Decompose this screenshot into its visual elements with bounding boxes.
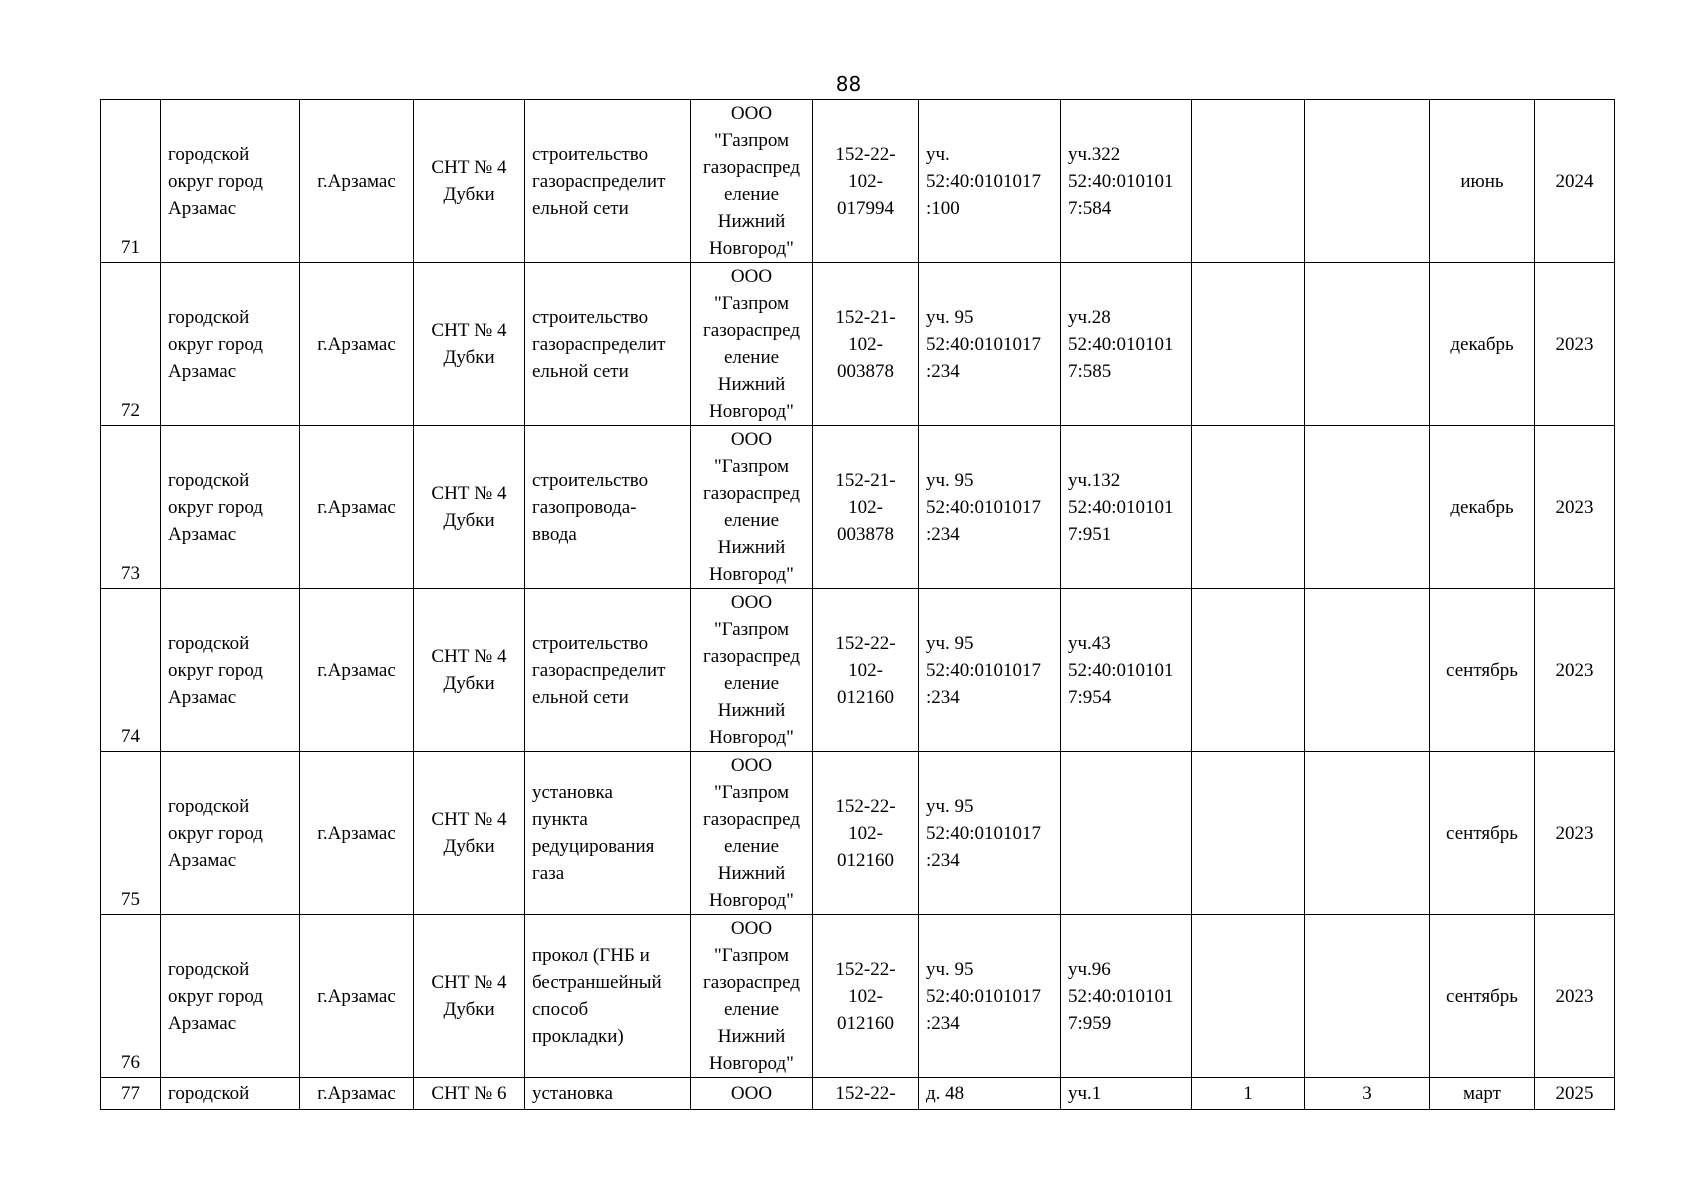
cell-text-line: СНТ № 4 xyxy=(431,157,507,178)
cell-locality xyxy=(300,752,414,915)
cell-text-line: "Газпром xyxy=(713,619,790,640)
cell-text-line: 7:584 xyxy=(1068,197,1112,219)
cell-text-line: уч.322 xyxy=(1068,143,1121,165)
cell-text-line: уч. 95 xyxy=(926,958,974,980)
cell-text-line: еление xyxy=(723,673,780,694)
cell-parcel-from xyxy=(919,100,1061,263)
table-row xyxy=(101,426,1615,589)
page-number: 88 xyxy=(835,72,862,96)
cell-site xyxy=(414,263,525,426)
cell-text-line: городской xyxy=(168,795,250,817)
cell-district xyxy=(161,915,300,1078)
cell-contract-number xyxy=(813,263,919,426)
cell-text: 2024 xyxy=(1555,170,1594,192)
table-body xyxy=(101,100,1615,1110)
cell-col10 xyxy=(1192,263,1305,426)
cell-year xyxy=(1535,589,1615,752)
cell-work-type xyxy=(525,915,691,1078)
cell-text-line: 012160 xyxy=(837,1012,894,1034)
cell-text-line: Нижний xyxy=(717,537,786,558)
cell-text-line: уч. xyxy=(926,143,950,165)
cell-text: 2023 xyxy=(1555,659,1594,681)
cell-text-line: 102- xyxy=(848,659,883,681)
cell-text-line: :234 xyxy=(926,360,960,382)
cell-text-line: ельной сети xyxy=(532,686,629,708)
cell-text-line: СНТ № 4 xyxy=(431,320,507,341)
cell-col11 xyxy=(1305,752,1430,915)
cell-text-line: 017994 xyxy=(837,197,894,219)
cell-text-line: городской xyxy=(168,469,250,491)
cell-month xyxy=(1430,263,1535,426)
cell-month xyxy=(1430,589,1535,752)
cell-month xyxy=(1430,100,1535,263)
cell-locality xyxy=(300,915,414,1078)
cell-text-line: Нижний xyxy=(717,1026,786,1047)
cell-text-line: 52:40:0101017 xyxy=(926,496,1042,518)
cell-text-line: Дубки xyxy=(443,184,495,205)
cell-parcel-from xyxy=(919,752,1061,915)
cell-work-type xyxy=(525,752,691,915)
cell-text-line: :234 xyxy=(926,849,960,871)
cell-text: 75 xyxy=(121,889,140,910)
cell-row-number xyxy=(101,589,161,752)
table-row xyxy=(101,100,1615,263)
cell-text-line: Арзамас xyxy=(168,523,237,545)
cell-organization xyxy=(691,589,813,752)
cell-text-line: еление xyxy=(723,510,780,531)
cell-text-line: д. 48 xyxy=(926,1083,965,1104)
cell-text: 74 xyxy=(121,726,140,747)
cell-text-line: еление xyxy=(723,347,780,368)
cell-col10 xyxy=(1192,589,1305,752)
cell-organization xyxy=(691,915,813,1078)
cell-text-line: Нижний xyxy=(717,700,786,721)
cell-organization xyxy=(691,263,813,426)
cell-text-line: 7:954 xyxy=(1068,686,1112,708)
cell-text-line: уч. 95 xyxy=(926,795,974,817)
cell-parcel-from xyxy=(919,589,1061,752)
cell-parcel-to xyxy=(1061,1078,1192,1110)
cell-text-line: ООО xyxy=(730,429,773,450)
cell-work-type xyxy=(525,426,691,589)
cell-year xyxy=(1535,915,1615,1078)
cell-district xyxy=(161,589,300,752)
cell-text-line: газа xyxy=(532,863,565,884)
cell-text: г.Арзамас xyxy=(317,170,396,192)
cell-text: декабрь xyxy=(1450,333,1514,355)
cell-month xyxy=(1430,915,1535,1078)
table-row xyxy=(101,263,1615,426)
cell-locality xyxy=(300,589,414,752)
cell-text-line: еление xyxy=(723,836,780,857)
cell-text-line: строительство xyxy=(532,306,649,328)
cell-text-line: Новгород" xyxy=(709,727,794,748)
cell-text: г.Арзамас xyxy=(317,333,396,355)
cell-locality xyxy=(300,263,414,426)
cell-parcel-from xyxy=(919,263,1061,426)
cell-text-line: :234 xyxy=(926,686,960,708)
cell-text-line: Дубки xyxy=(443,673,495,694)
cell-parcel-from xyxy=(919,426,1061,589)
cell-col11 xyxy=(1305,426,1430,589)
cell-text-line: уч.96 xyxy=(1068,958,1111,980)
cell-text-line: Новгород" xyxy=(709,238,794,259)
cell-site xyxy=(414,1078,525,1110)
cell-organization xyxy=(691,426,813,589)
cell-contract-number xyxy=(813,426,919,589)
cell-text-line: уч.1 xyxy=(1068,1083,1102,1104)
cell-text-line: еление xyxy=(723,184,780,205)
cell-text-line: СНТ № 4 xyxy=(431,809,507,830)
cell-text-line: 102- xyxy=(848,496,883,518)
cell-text-line: 012160 xyxy=(837,686,894,708)
cell-text-line: округ город xyxy=(168,822,263,844)
cell-site xyxy=(414,752,525,915)
cell-month xyxy=(1430,752,1535,915)
cell-text-line: Дубки xyxy=(443,347,495,368)
cell-text: 72 xyxy=(121,400,140,421)
cell-text-line: 102- xyxy=(848,985,883,1007)
cell-text-line: газораспред xyxy=(702,157,800,178)
cell-text-line: Дубки xyxy=(443,999,495,1020)
cell-work-type xyxy=(525,589,691,752)
cell-text-line: Дубки xyxy=(443,836,495,857)
cell-work-type xyxy=(525,1078,691,1110)
cell-text-line: газораспред xyxy=(702,320,800,341)
cell-text: 71 xyxy=(121,237,140,258)
cell-text-line: газораспределит xyxy=(532,659,666,681)
cell-locality xyxy=(300,100,414,263)
works-table xyxy=(100,99,1615,1110)
cell-col10 xyxy=(1192,100,1305,263)
cell-text-line: городской xyxy=(168,143,250,165)
cell-contract-number xyxy=(813,589,919,752)
cell-parcel-to xyxy=(1061,589,1192,752)
cell-site xyxy=(414,589,525,752)
cell-text-line: "Газпром xyxy=(713,782,790,803)
cell-text: 2023 xyxy=(1555,333,1594,355)
cell-text-line: 152-22- xyxy=(835,143,896,165)
cell-text-line: строительство xyxy=(532,632,649,654)
cell-text-line: 152-21- xyxy=(835,469,896,491)
cell-text-line: ООО xyxy=(730,266,773,287)
cell-text: г.Арзамас xyxy=(317,1083,396,1104)
cell-text-line: 152-22- xyxy=(835,632,896,654)
cell-text-line: 7:959 xyxy=(1068,1012,1112,1034)
cell-text-line: 152-22- xyxy=(835,795,896,817)
cell-year xyxy=(1535,752,1615,915)
cell-text-line: Нижний xyxy=(717,863,786,884)
cell-parcel-from xyxy=(919,915,1061,1078)
cell-text-line: ООО xyxy=(730,755,773,776)
cell-text: г.Арзамас xyxy=(317,659,396,681)
cell-contract-number xyxy=(813,1078,919,1110)
cell-month xyxy=(1430,1078,1535,1110)
cell-text-line: ООО xyxy=(730,1083,773,1104)
cell-text-line: уч.132 xyxy=(1068,469,1121,491)
cell-text-line: бестраншейный xyxy=(532,972,662,993)
cell-text: г.Арзамас xyxy=(317,822,396,844)
cell-text-line: "Газпром xyxy=(713,945,790,966)
cell-text-line: ельной сети xyxy=(532,360,629,382)
cell-text-line: 52:40:0101017 xyxy=(926,170,1042,192)
cell-text-line: Арзамас xyxy=(168,360,237,382)
cell-text-line: уч. 95 xyxy=(926,306,974,328)
cell-text-line: Новгород" xyxy=(709,890,794,911)
cell-text-line: ООО xyxy=(730,918,773,939)
cell-district xyxy=(161,100,300,263)
cell-text-line: 52:40:010101 xyxy=(1068,985,1174,1007)
cell-parcel-to xyxy=(1061,915,1192,1078)
cell-text-line: "Газпром xyxy=(713,293,790,314)
cell-text-line: установка xyxy=(532,1083,613,1104)
cell-parcel-to xyxy=(1061,752,1192,915)
cell-text-line: округ город xyxy=(168,333,263,355)
table-row xyxy=(101,915,1615,1078)
cell-text-line: газораспред xyxy=(702,646,800,667)
cell-text: г.Арзамас xyxy=(317,496,396,518)
cell-text-line: 7:585 xyxy=(1068,360,1112,382)
cell-work-type xyxy=(525,100,691,263)
cell-text-line: Арзамас xyxy=(168,1012,237,1034)
cell-row-number xyxy=(101,1078,161,1110)
table-row xyxy=(101,1078,1615,1110)
cell-text-line: установка xyxy=(532,782,613,803)
cell-text: март xyxy=(1463,1083,1501,1104)
cell-text-line: Нижний xyxy=(717,211,786,232)
cell-organization xyxy=(691,100,813,263)
cell-text-line: округ город xyxy=(168,170,263,192)
cell-text: 73 xyxy=(121,563,140,584)
cell-text-line: 52:40:0101017 xyxy=(926,333,1042,355)
cell-text-line: СНТ № 4 xyxy=(431,483,507,504)
cell-text: 3 xyxy=(1362,1083,1372,1104)
cell-text-line: 52:40:0101017 xyxy=(926,822,1042,844)
cell-col10 xyxy=(1192,752,1305,915)
cell-text-line: ООО xyxy=(730,103,773,124)
cell-parcel-from xyxy=(919,1078,1061,1110)
cell-contract-number xyxy=(813,752,919,915)
cell-organization xyxy=(691,752,813,915)
cell-text-line: округ город xyxy=(168,659,263,681)
cell-text: 2023 xyxy=(1555,496,1594,518)
cell-col11 xyxy=(1305,915,1430,1078)
cell-year xyxy=(1535,426,1615,589)
cell-text-line: газораспред xyxy=(702,483,800,504)
cell-text-line: "Газпром xyxy=(713,130,790,151)
cell-site xyxy=(414,915,525,1078)
cell-text-line: 52:40:010101 xyxy=(1068,659,1174,681)
cell-text-line: 152-22- xyxy=(835,1083,896,1104)
cell-year xyxy=(1535,263,1615,426)
cell-text-line: ввода xyxy=(532,523,577,545)
cell-text-line: 012160 xyxy=(837,849,894,871)
cell-text-line: округ город xyxy=(168,985,263,1007)
cell-text-line: газораспред xyxy=(702,972,800,993)
cell-text-line: 003878 xyxy=(837,360,894,382)
cell-text: 1 xyxy=(1243,1083,1253,1104)
table-row xyxy=(101,589,1615,752)
cell-organization xyxy=(691,1078,813,1110)
cell-district xyxy=(161,426,300,589)
cell-locality xyxy=(300,1078,414,1110)
cell-district xyxy=(161,752,300,915)
cell-text-line: газораспределит xyxy=(532,170,666,192)
cell-text-line: 7:951 xyxy=(1068,523,1112,545)
cell-year xyxy=(1535,1078,1615,1110)
cell-text-line: 003878 xyxy=(837,523,894,545)
cell-text: 77 xyxy=(121,1082,140,1104)
cell-text-line: 52:40:0101017 xyxy=(926,659,1042,681)
cell-text-line: ельной сети xyxy=(532,197,629,219)
cell-text-line: городской xyxy=(168,632,250,654)
cell-text-line: 102- xyxy=(848,170,883,192)
cell-text-line: 52:40:010101 xyxy=(1068,333,1174,355)
cell-site xyxy=(414,100,525,263)
cell-text: сентябрь xyxy=(1446,659,1518,681)
cell-col11 xyxy=(1305,1078,1430,1110)
cell-col10 xyxy=(1192,915,1305,1078)
cell-text-line: 52:40:010101 xyxy=(1068,170,1174,192)
cell-text-line: 102- xyxy=(848,822,883,844)
cell-text-line: Новгород" xyxy=(709,401,794,422)
cell-text-line: СНТ № 4 xyxy=(431,972,507,993)
cell-text: 2023 xyxy=(1555,822,1594,844)
cell-text-line: :100 xyxy=(926,197,960,219)
cell-text: декабрь xyxy=(1450,496,1514,518)
cell-text: сентябрь xyxy=(1446,822,1518,844)
cell-parcel-to xyxy=(1061,100,1192,263)
cell-text-line: Новгород" xyxy=(709,564,794,585)
cell-col11 xyxy=(1305,100,1430,263)
cell-month xyxy=(1430,426,1535,589)
cell-col10 xyxy=(1192,426,1305,589)
cell-text-line: газопровода- xyxy=(532,496,637,518)
cell-text: 2025 xyxy=(1555,1083,1594,1104)
cell-text-line: 152-21- xyxy=(835,306,896,328)
cell-text-line: городской xyxy=(168,1083,250,1104)
cell-text-line: прокладки) xyxy=(532,1026,624,1047)
cell-text-line: Нижний xyxy=(717,374,786,395)
cell-text-line: городской xyxy=(168,958,250,980)
cell-site xyxy=(414,426,525,589)
cell-locality xyxy=(300,426,414,589)
cell-text-line: городской xyxy=(168,306,250,328)
cell-text-line: уч. 95 xyxy=(926,469,974,491)
cell-district xyxy=(161,263,300,426)
cell-year xyxy=(1535,100,1615,263)
cell-contract-number xyxy=(813,915,919,1078)
cell-text-line: 52:40:010101 xyxy=(1068,496,1174,518)
cell-text-line: уч.28 xyxy=(1068,306,1111,328)
cell-work-type xyxy=(525,263,691,426)
cell-text-line: пункта xyxy=(532,809,588,830)
cell-text-line: Новгород" xyxy=(709,1053,794,1074)
cell-text-line: 102- xyxy=(848,333,883,355)
cell-text-line: редуцирования xyxy=(532,836,655,857)
cell-text-line: газораспред xyxy=(702,809,800,830)
cell-text-line: :234 xyxy=(926,523,960,545)
cell-text-line: Арзамас xyxy=(168,849,237,871)
cell-text-line: Дубки xyxy=(443,510,495,531)
cell-contract-number xyxy=(813,100,919,263)
table-row xyxy=(101,752,1615,915)
cell-text-line: 152-22- xyxy=(835,958,896,980)
cell-text-line: округ город xyxy=(168,496,263,518)
cell-text-line: СНТ № 4 xyxy=(431,646,507,667)
cell-col11 xyxy=(1305,263,1430,426)
cell-text: г.Арзамас xyxy=(317,985,396,1007)
cell-text-line: Арзамас xyxy=(168,197,237,219)
cell-text-line: СНТ № 6 xyxy=(431,1083,507,1104)
cell-text-line: 52:40:0101017 xyxy=(926,985,1042,1007)
cell-text: 76 xyxy=(121,1052,140,1073)
cell-text-line: "Газпром xyxy=(713,456,790,477)
cell-text-line: прокол (ГНБ и xyxy=(532,945,650,966)
cell-row-number xyxy=(101,915,161,1078)
cell-row-number xyxy=(101,426,161,589)
cell-text-line: газораспределит xyxy=(532,333,666,355)
cell-text-line: ООО xyxy=(730,592,773,613)
cell-text: сентябрь xyxy=(1446,985,1518,1007)
cell-text-line: еление xyxy=(723,999,780,1020)
cell-text-line: уч.43 xyxy=(1068,632,1111,654)
cell-text-line: Арзамас xyxy=(168,686,237,708)
cell-text-line: :234 xyxy=(926,1012,960,1034)
cell-col11 xyxy=(1305,589,1430,752)
cell-parcel-to xyxy=(1061,426,1192,589)
cell-text-line: строительство xyxy=(532,143,649,165)
cell-col10 xyxy=(1192,1078,1305,1110)
cell-parcel-to xyxy=(1061,263,1192,426)
cell-row-number xyxy=(101,100,161,263)
cell-text-line: уч. 95 xyxy=(926,632,974,654)
cell-text: 2023 xyxy=(1555,985,1594,1007)
cell-row-number xyxy=(101,752,161,915)
cell-text-line: способ xyxy=(532,999,589,1020)
cell-text: июнь xyxy=(1460,170,1504,192)
cell-row-number xyxy=(101,263,161,426)
cell-district xyxy=(161,1078,300,1110)
cell-text-line: строительство xyxy=(532,469,649,491)
